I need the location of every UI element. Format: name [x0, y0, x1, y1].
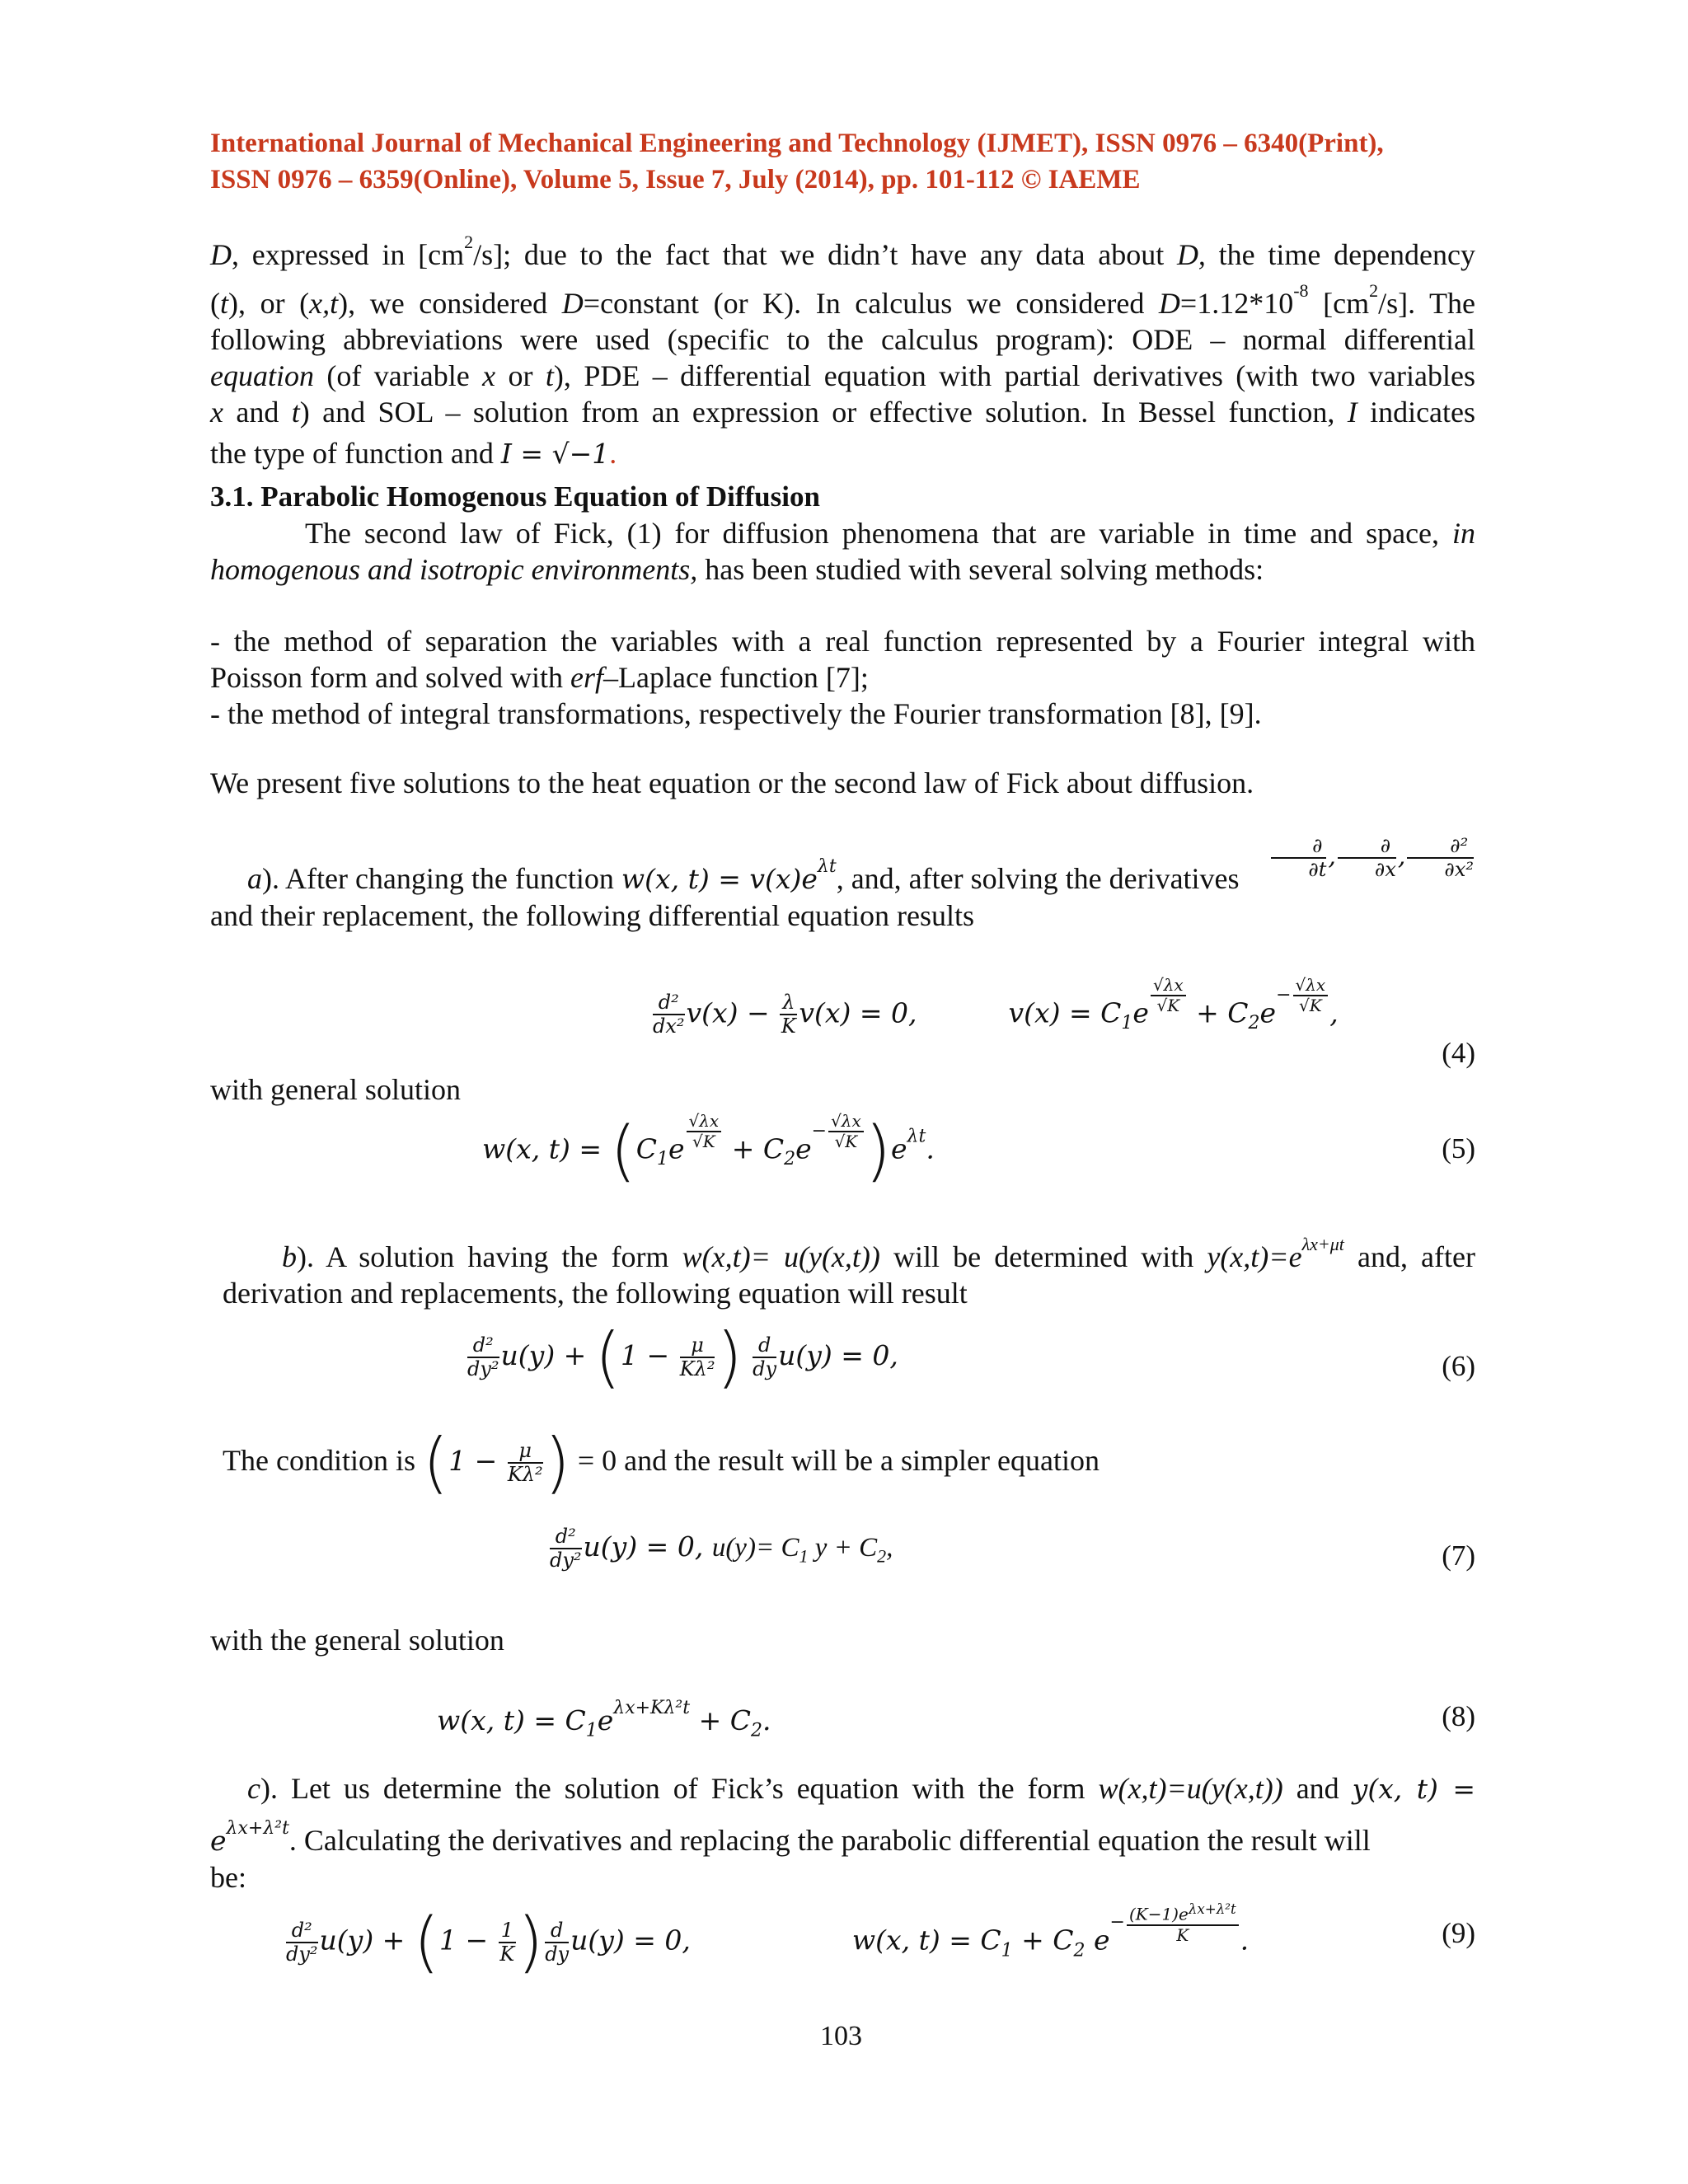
equation-8: w(x, $t) = C_1e^{\lambda x+K\lambda^2t} + C_2$.	[437, 1698, 771, 1741]
equation-4: $\frac{\text{d²}}{\text{dx²}}$ v(x) − $\frac{\lambda}{K}$ v(x) = 0, $v(x) = C_1e$ $^{\frac{√\lambda x}{√K}}$ + $C_2e^{- \frac{√\lambda x}{√K}}$ ,	[653, 975, 1339, 1038]
journal-header-line-2: ISSN 0976 – 6359(Online), Volume 5, Issue 7, July (2014), pp. 101-112 © IAEME	[210, 165, 1141, 194]
equation-7: $\frac{\text{d²}}{\text{dy²}}$ u(y) = 0, $u(y)= C_1$ $y + C_2$,	[550, 1525, 893, 1572]
equation-number: (9)	[1442, 1917, 1475, 1949]
equation-number: (7)	[1442, 1540, 1475, 1572]
five-solutions-sentence: We present five solutions to the heat equation or the second law of Fick about diffusion.	[210, 766, 1254, 799]
journal-header	[210, 125, 1475, 198]
equation-number: (5)	[1442, 1132, 1475, 1165]
equation-number: (4)	[1442, 1037, 1475, 1069]
list-item: - the method of separation the variables with a real function represented by a Fourier integral with	[210, 625, 1475, 658]
equation-6: $\frac{\text{d²}}{\text{dy²}}$ u(y) + (1 − $\frac{\mu}{\text{Kλ²}}$ ) $\frac{d}{dy}$ u(y) = 0,	[467, 1319, 898, 1396]
methods-list	[210, 623, 1475, 732]
equation-5: w(x, $t) = (C_1e$ $^{\frac{√\lambda x}{√K}}$ + $C_2e^{- \frac{√\lambda x}{√K}}$ )$e^{\lambda t}$.	[482, 1111, 935, 1189]
equation-number: (8)	[1442, 1700, 1475, 1732]
part-b-intro: b). A solution having the form w(x,t)= u(y(x,t)) will be determined with $y(x,t)=e^{\lambda x+\mu t}$ and, after derivation and replacements, the following equation will result	[223, 1234, 1475, 1310]
section-heading: 3.1. Parabolic Homogenous Equation of Diffusion	[210, 480, 820, 513]
list-item: - the method of integral transformations, respectively the Fourier transformation [8], [9].	[210, 697, 1262, 730]
part-c-intro: c). Let us determine the solution of Fick’s equation with the form w(x,t)=u(y(x,t)) and y(x, t) = $e^{\lambda x+\lambda^2t}$. Calculating the derivatives and replacing the parabolic differential equation the result will be:	[210, 1772, 1476, 1894]
general-solution-label: with general solution	[210, 1073, 461, 1106]
page-number: 103	[820, 2021, 862, 2051]
equation-number: (6)	[1442, 1350, 1475, 1382]
journal-header-line-1: International Journal of Mechanical Engineering and Technology (IJMET), ISSN 0976 – 6340(Print),	[210, 129, 1384, 158]
intro-paragraph: D, expressed in $[cm^2/s]$; due to the fact that we didn’t have any data about D, the time dependency (t), or (x,t), we considered D=constant (or K). In calculus we considered $D=1.12*10^{-8}$ $[cm^2/s]$. The following abbreviations were used (specific to the calculus program): ODE – normal differential equation (of variable x or t), PDE – differential equation with partial derivatives (with two variables x and t) and SOL – solution from an expression or effective solution. In Bessel function, I indicates the type of function and I = √−1.	[210, 232, 1476, 470]
general-solution-label: with the general solution	[210, 1624, 504, 1657]
condition-sentence: The condition is (1 − $\frac{\mu}{\text{Kλ²}}$ ) = 0 and the result will be a simpler equation	[223, 1424, 1100, 1502]
list-item: Poisson form and solved with erf–Laplace function [7];	[210, 661, 869, 694]
equation-9: $\frac{\text{d²}}{\text{dy²}}$ u(y) + (1 − $\frac{1}{K}$ ) $\frac{d}{dy}$ u(y) = 0, w(x, $t) = C_1 + C_2$ $e^{- \frac{(K-1)e^{\lambda x+\lambda^2t}}{K}}$ .	[286, 1901, 1250, 1980]
part-a-intro: a). After changing the function w(x, $t) = v(x)e^{\lambda t}$, and, after solving the derivatives $\frac{\partial}{\partial t}$ , $\frac{\partial}{\partial x}$ , $\frac{\text{∂²}}{\text{∂x²}}$ and their replacement, the following differential equation results	[210, 834, 1474, 932]
section-intro-paragraph: The second law of Fick, (1) for diffusion phenomena that are variable in time and space, in homogenous and isotropic environments, has been studied with several solving methods:	[210, 517, 1476, 586]
